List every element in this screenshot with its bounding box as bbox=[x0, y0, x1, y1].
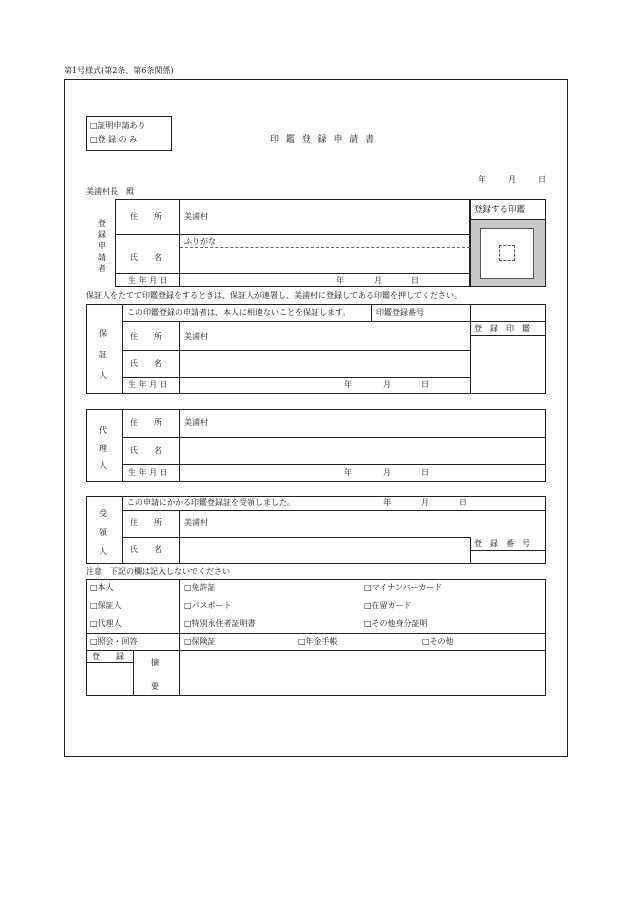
office-reg-label: 登 録 bbox=[92, 652, 124, 661]
office-row4-col2[interactable]: □保険証 bbox=[184, 637, 216, 646]
office-row1-col2[interactable]: □免許証 bbox=[184, 583, 216, 592]
agent-side-label: 代理人 bbox=[99, 426, 107, 471]
receiver-reg-no-label: 登 録 番 号 bbox=[474, 539, 530, 548]
applicant-dob-month: 月 bbox=[374, 276, 382, 285]
guarantor-dob-day: 日 bbox=[421, 380, 429, 389]
office-row3-col2[interactable]: □特別永住者証明書 bbox=[184, 619, 256, 628]
guarantor-dob-year: 年 bbox=[344, 380, 352, 389]
guarantor-side-label: 保証人 bbox=[99, 329, 107, 380]
office-row3-col3[interactable]: □その他身分証明 bbox=[364, 619, 428, 628]
office-row4-col4[interactable]: □その他 bbox=[422, 637, 454, 646]
office-row1-col1[interactable]: □本人 bbox=[90, 583, 114, 592]
receiver-statement: この申請にかかる印鑑登録証を受領しました。 bbox=[127, 498, 295, 507]
date-year-label: 年 bbox=[478, 175, 486, 184]
receiver-side-label: 受領人 bbox=[99, 509, 107, 557]
receiver-date-year: 年 bbox=[383, 498, 391, 507]
office-use-notice: 注意 下記の欄は記入しないでください bbox=[86, 567, 230, 576]
option-certificate-request[interactable]: □証明申請あり bbox=[90, 121, 146, 130]
guarantor-name-label: 氏 名 bbox=[130, 359, 162, 368]
form-title: 印 鑑 登 録 申 請 書 bbox=[270, 135, 377, 145]
agent-name-label: 氏 名 bbox=[130, 446, 162, 455]
applicant-address-value[interactable]: 美浦村 bbox=[184, 212, 208, 221]
office-row4-col3[interactable]: □年金手帳 bbox=[298, 637, 338, 646]
receiver-date-month: 月 bbox=[421, 498, 429, 507]
seal-center-mark bbox=[499, 245, 515, 261]
applicant-side-label: 登録申請者 bbox=[98, 219, 106, 273]
guarantor-dob-label: 生 年 月 日 bbox=[128, 380, 168, 389]
guarantor-reg-no-label: 印鑑登録番号 bbox=[376, 308, 424, 317]
applicant-dob-year: 年 bbox=[336, 276, 344, 285]
applicant-dob-label: 生 年 月 日 bbox=[128, 276, 168, 285]
office-summary-label-1: 摘 bbox=[151, 658, 159, 667]
agent-address-label: 住 所 bbox=[130, 418, 162, 427]
office-summary-label-2: 要 bbox=[151, 682, 159, 691]
option-registration-only[interactable]: □登 録 の み bbox=[90, 135, 138, 144]
agent-dob-year: 年 bbox=[344, 468, 352, 477]
office-row2-col1[interactable]: □保証人 bbox=[90, 601, 122, 610]
addressee: 美浦村長 殿 bbox=[86, 187, 134, 196]
guarantor-dob-month: 月 bbox=[383, 380, 391, 389]
applicant-address-label: 住 所 bbox=[130, 212, 162, 221]
receiver-address-label: 住 所 bbox=[130, 518, 162, 527]
date-month-label: 月 bbox=[508, 175, 516, 184]
date-day-label: 日 bbox=[538, 175, 546, 184]
office-row2-col2[interactable]: □パスポート bbox=[184, 601, 232, 610]
agent-dob-day: 日 bbox=[421, 468, 429, 477]
guarantor-note: 保証人をたてて印鑑登録をするときは、保証人が連署し、美浦村に登録してある印鑑を押してください。 bbox=[86, 291, 462, 300]
guarantor-address-value[interactable]: 美浦村 bbox=[184, 332, 208, 341]
seal-label: 登録する印鑑 bbox=[474, 205, 526, 215]
applicant-dob-day: 日 bbox=[411, 276, 419, 285]
office-row1-col3[interactable]: □マイナンバーカード bbox=[364, 583, 443, 592]
applicant-furigana-label: ふりがな bbox=[184, 237, 216, 246]
receiver-address-value[interactable]: 美浦村 bbox=[184, 518, 208, 527]
office-row2-col3[interactable]: □在留カード bbox=[364, 601, 412, 610]
receiver-date-day: 日 bbox=[459, 498, 467, 507]
office-row3-col1[interactable]: □代理人 bbox=[90, 619, 122, 628]
receiver-name-label: 氏 名 bbox=[130, 545, 162, 554]
applicant-name-label: 氏 名 bbox=[130, 253, 162, 262]
agent-dob-month: 月 bbox=[383, 468, 391, 477]
guarantor-statement: この印鑑登録の申請者は、本人に相違ないことを保証します。 bbox=[127, 308, 351, 317]
guarantor-seal-label: 登 録 印 鑑 bbox=[474, 324, 530, 333]
office-row4-col1[interactable]: □照会・回答 bbox=[90, 637, 138, 646]
agent-address-value[interactable]: 美浦村 bbox=[184, 418, 208, 427]
agent-dob-label: 生 年 月 日 bbox=[128, 468, 168, 477]
form-number-label: 第1号様式(第2条、第6条関係) bbox=[64, 66, 174, 75]
guarantor-address-label: 住 所 bbox=[130, 332, 162, 341]
